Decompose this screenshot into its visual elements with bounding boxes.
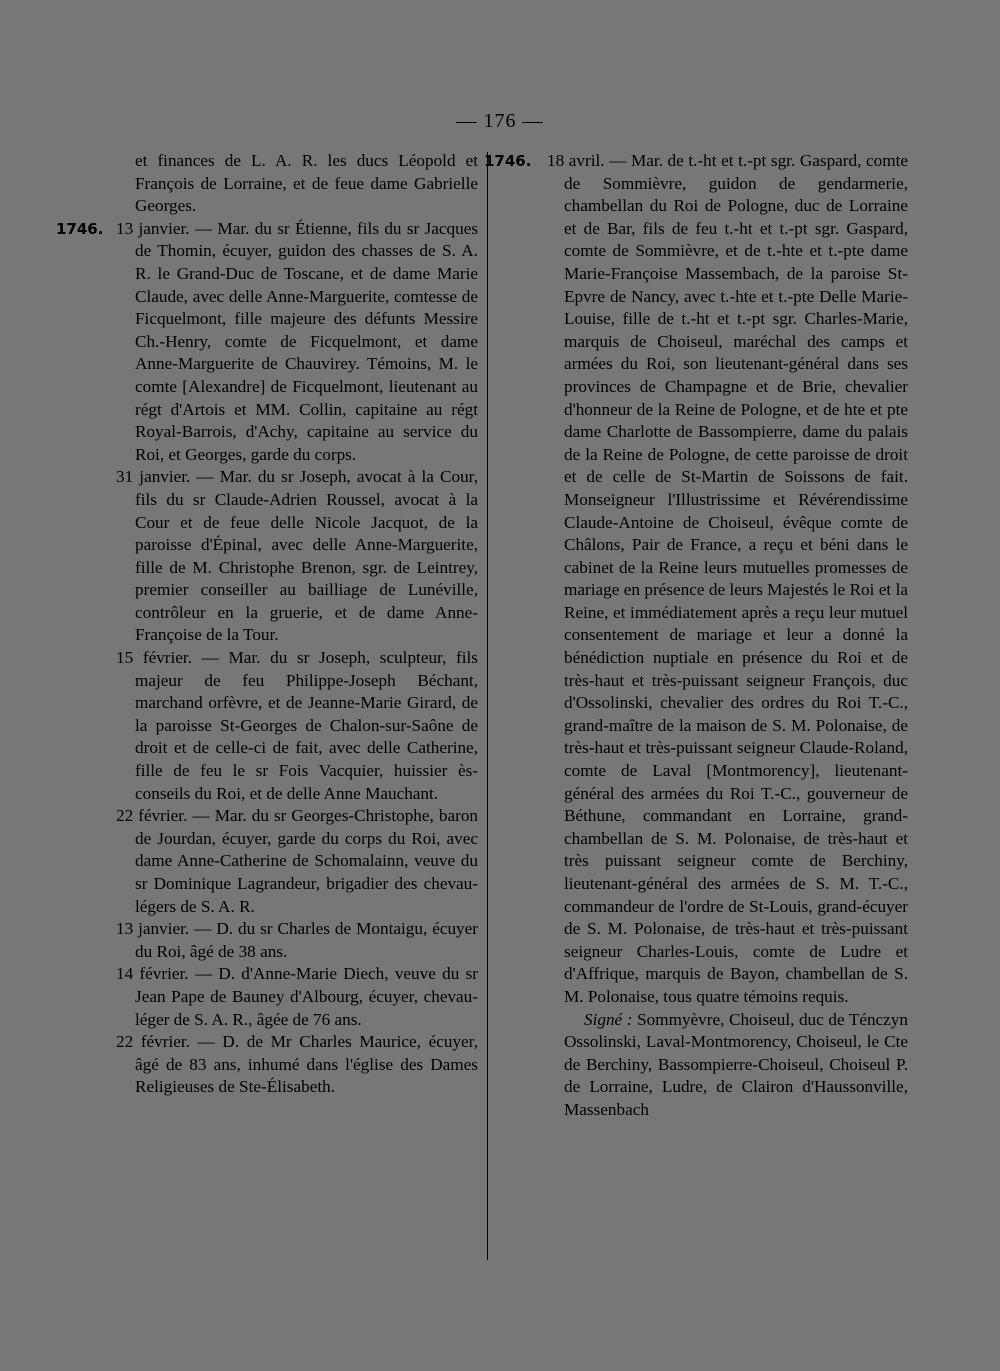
- entry-year: 1746.: [484, 152, 532, 170]
- register-entry: [56, 218, 478, 467]
- entry-text: — Mar. de t.-ht et t.-pt sgr. Gaspard, comte de Sommièvre, guidon de gendarmerie, chambellan du Roi de Pologne, duc de Lorraine et de Bar, fils de feu t.-ht et t.-pt sgr. Gaspard, comte de Sommièvre, et de t.-hte et t.-pte dame Marie-Françoise Massembach, de la paroise St-Epvre de Nancy, avec t.-hte et t.-pte Delle Marie-Louise, fille de t.-ht et t.-pt sgr. Charles-Marie, marquis de Choiseul, maréchal des camps et armées du Roi, son lieutenant-général dans ses provinces de Champagne et de Brie, chevalier d'honneur de la Reine de Pologne, et de hte et pte dame Charlotte de Bassompierre, dame du palais de la Reine de Pologne, de cette paroisse de droit et de celle de St-Martin de Soissons de fait. Monseigneur l'Illustrissime et Révérendissime Claude-Antoine de Choiseul, évêque comte de Châlons, Pair de France, a reçu et béni dans le cabinet de la Reine leurs mutuelles promesses de mariage en présence de leurs Majestés le Roi et la Reine, et immédiatement après a reçu leur mutuel consentement de mariage et leur a donné la bénédiction nuptiale en présence du Roi et de très-haut et très-puissant seigneur François, duc d'Ossolinski, chevalier des ordres du Roi T.-C., grand-maître de la maison de S. M. Polonaise, de très-haut et très-puissant seigneur Claude-Roland, comte de Laval [Montmorency], lieutenant-général des armées du Roi T.-C., gouverneur de Béthune, commandant en Lorraine, grand-chambellan de S. M. Polonaise, de très-haut et très puissant seigneur comte de Berchiny, lieutenant-général des armées de S. M. T.-C., commandeur de l'ordre de St-Louis, grand-écuyer de S. M. Polonaise, de très-haut et très-puissant seigneur Charles-Louis, comte de Ludre et d'Affrique, marquis de Bayon, chambellan de S. M. Polonaise, tous quatre témoins requis.: [564, 151, 909, 1006]
- entry-year: 1746.: [56, 219, 104, 238]
- entry-text: — D. du sr Charles de Montaigu, écuyer du Roi, âgé de 38 ans.: [135, 919, 478, 961]
- signature-block: [484, 1009, 908, 1122]
- register-entry: [56, 918, 478, 963]
- entry-date: 15 février.: [116, 648, 192, 668]
- entry-text: — Mar. du sr Georges-Christophe, baron de Jourdan, écuyer, garde du corps du Roi, avec dame Anne-Catherine de Schomalainn, veuve du sr Dominique Lagrandeur, brigadier des chevau-légers de S. A. R.: [135, 806, 479, 916]
- register-entry: [56, 805, 478, 918]
- entry-date: 13 janvier.: [116, 218, 190, 238]
- entry-date: 22 février.: [116, 806, 188, 826]
- register-entry: [484, 150, 908, 1009]
- register-entry: [56, 466, 478, 647]
- entry-text: — D. d'Anne-Marie Diech, veuve du sr Jean Pape de Bauney d'Albourg, écuyer, chevau-léger de S. A. R., âgée de 76 ans.: [135, 964, 478, 1029]
- entry-text: — D. de Mr Charles Maurice, écuyer, âgé de 83 ans, inhumé dans l'église des Dames Religieuses de Ste-Élisabeth.: [135, 1032, 478, 1097]
- entry-text: — Mar. du sr Joseph, avocat à la Cour, fils du sr Claude-Adrien Roussel, avocat à la Cour et de feue delle Nicole Jacquot, de la paroisse d'Épinal, avec delle Anne-Marguerite, fille de M. Christophe Brenon, sgr. de Leintrey, premier conseiller au bailliage de Lunéville, contrôleur en la gruerie, et de dame Anne-Françoise de la Tour.: [135, 467, 478, 645]
- signature-names: Sommyèvre, Choiseul, duc de Ténczyn Ossolinski, Laval-Montmorency, Choiseul, le Cte de Berchiny, Bassompierre-Choiseul, Choiseul P. de Lorraine, Ludre, de Clairon d'Haussonville, Massenbach: [564, 1009, 908, 1119]
- register-entry: [56, 963, 478, 1031]
- entry-date: 31 janvier.: [116, 467, 191, 487]
- entry-date: 13 janvier.: [116, 919, 190, 939]
- entry-date: 14 février.: [116, 964, 189, 984]
- signature-label: Signé :: [584, 1009, 633, 1029]
- register-entry: [56, 150, 478, 218]
- entry-text: et finances de L. A. R. les ducs Léopold et François de Lorraine, et de feue dame Gabrielle Georges.: [135, 151, 478, 216]
- entry-text: — Mar. du sr Joseph, sculpteur, fils majeur de feu Philippe-Joseph Béchant, marchand orfèvre, et de Jeanne-Marie Girard, de la paroisse St-Georges de Chalon-sur-Saône de droit et de celle-ci de fait, avec delle Catherine, fille de feu le sr Fois Vacquier, huissier ès-conseils du Roi, et de delle Anne Mauchant.: [135, 648, 478, 803]
- register-entry: [56, 1031, 478, 1099]
- entry-date: 18 avril.: [547, 151, 605, 170]
- register-entry: [56, 647, 478, 805]
- entry-date: 22 février.: [116, 1032, 190, 1052]
- right-column: [484, 150, 908, 1122]
- page-number: — 176 —: [456, 110, 544, 132]
- entry-text: — Mar. du sr Étienne, fils du sr Jacques de Thomin, écuyer, guidon des chasses de S. A. R. le Grand-Duc de Toscane, et de dame Marie Claude, avec delle Anne-Marguerite, comtesse de Ficquelmont, fille majeure des défunts Messire Ch.-Henry, comte de Ficquelmont, et dame Anne-Marguerite de Chauvirey. Témoins, M. le comte [Alexandre] de Ficquelmont, lieutenant au régt d'Artois et MM. Collin, capitaine au régt Royal-Barrois, d'Achy, capitaine au service du Roi, et Georges, garde du corps.: [135, 218, 479, 464]
- left-column: [56, 150, 478, 1099]
